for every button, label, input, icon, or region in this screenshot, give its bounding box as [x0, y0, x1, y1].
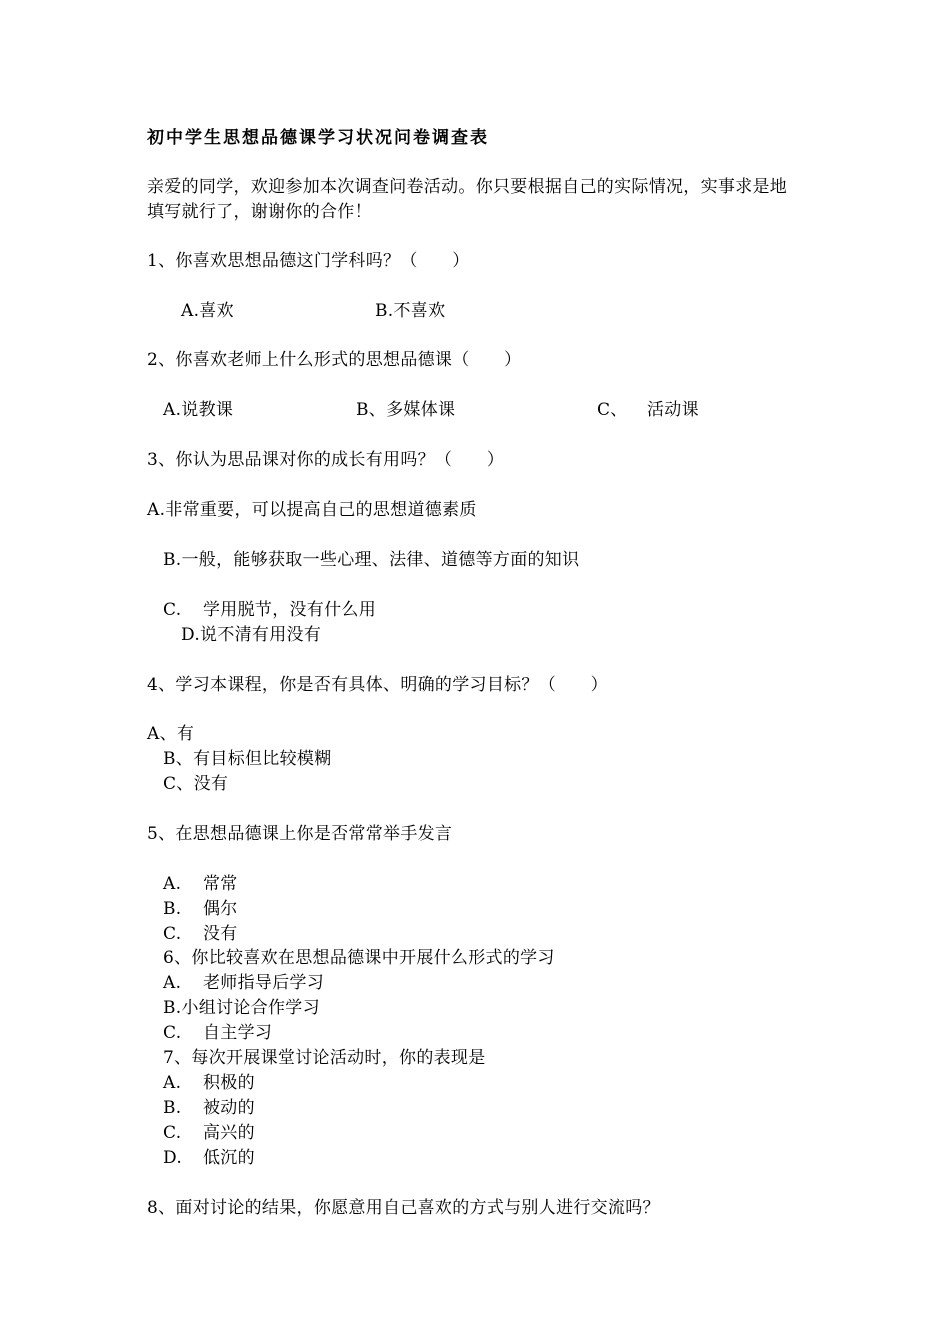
q5-option-c-label: 没有	[203, 924, 238, 944]
q2-option-c-label: 活动课	[647, 400, 699, 420]
q7-option-d-letter: D.	[163, 1148, 183, 1168]
q7-option-a-letter: A.	[163, 1073, 182, 1093]
q3-option-c-label: 学用脱节，没有什么用	[203, 600, 376, 620]
q2-option-c-letter: C、	[597, 400, 628, 420]
q7-option-b-letter: B.	[163, 1098, 182, 1118]
q5-option-b-label: 偶尔	[203, 899, 238, 919]
q7-option-d-label: 低沉的	[203, 1148, 255, 1168]
q6-option-a-label: 老师指导后学习	[203, 973, 325, 993]
q7-option-a-label: 积极的	[203, 1073, 255, 1093]
q4-option-a: A、有	[147, 724, 195, 744]
q5-option-a-label: 常常	[203, 874, 238, 894]
q5-option-a-letter: A.	[163, 874, 182, 894]
q2-option-b: B、多媒体课	[356, 400, 456, 420]
q4-option-b: B、有目标但比较模糊	[163, 749, 332, 769]
document-title: 初中学生思想品德课学习状况问卷调查表	[147, 128, 489, 148]
q3-option-d: D.说不清有用没有	[181, 625, 322, 645]
q7-option-b-label: 被动的	[203, 1098, 255, 1118]
q3-option-c-letter: C.	[163, 600, 182, 620]
q7-option-c-letter: C.	[163, 1123, 182, 1143]
q3-option-b: B.一般，能够获取一些心理、法律、道德等方面的知识	[163, 550, 580, 570]
intro-line-1: 亲爱的同学，欢迎参加本次调查问卷活动。你只要根据自己的实际情况，实事求是地	[147, 177, 788, 197]
q5-option-c-letter: C.	[163, 924, 182, 944]
question-4: 4、学习本课程，你是否有具体、明确的学习目标？（ ）	[147, 675, 608, 695]
question-3: 3、你认为思品课对你的成长有用吗？（ ）	[147, 450, 505, 470]
question-6: 6、你比较喜欢在思想品德课中开展什么形式的学习	[163, 948, 555, 968]
q1-option-b: B.不喜欢	[375, 301, 446, 321]
q6-option-b: B.小组讨论合作学习	[163, 998, 320, 1018]
q4-option-c: C、没有	[163, 774, 229, 794]
question-1: 1、你喜欢思想品德这门学科吗？（ ）	[147, 251, 470, 271]
q2-option-a: A.说教课	[163, 400, 234, 420]
q6-option-c-letter: C.	[163, 1023, 182, 1043]
q1-option-a: A.喜欢	[181, 301, 234, 321]
question-7: 7、每次开展课堂讨论活动时，你的表现是	[163, 1048, 486, 1068]
q5-option-b-letter: B.	[163, 899, 182, 919]
question-5: 5、在思想品德课上你是否常常举手发言	[147, 824, 453, 844]
q3-option-a: A.非常重要，可以提高自己的思想道德素质	[147, 500, 477, 520]
intro-line-2: 填写就行了，谢谢你的合作！	[147, 202, 372, 222]
q6-option-c-label: 自主学习	[203, 1023, 273, 1043]
q6-option-a-letter: A.	[163, 973, 182, 993]
question-8: 8、面对讨论的结果，你愿意用自己喜欢的方式与别人进行交流吗？	[147, 1198, 660, 1218]
question-2: 2、你喜欢老师上什么形式的思想品德课（ ）	[147, 350, 522, 370]
q7-option-c-label: 高兴的	[203, 1123, 255, 1143]
